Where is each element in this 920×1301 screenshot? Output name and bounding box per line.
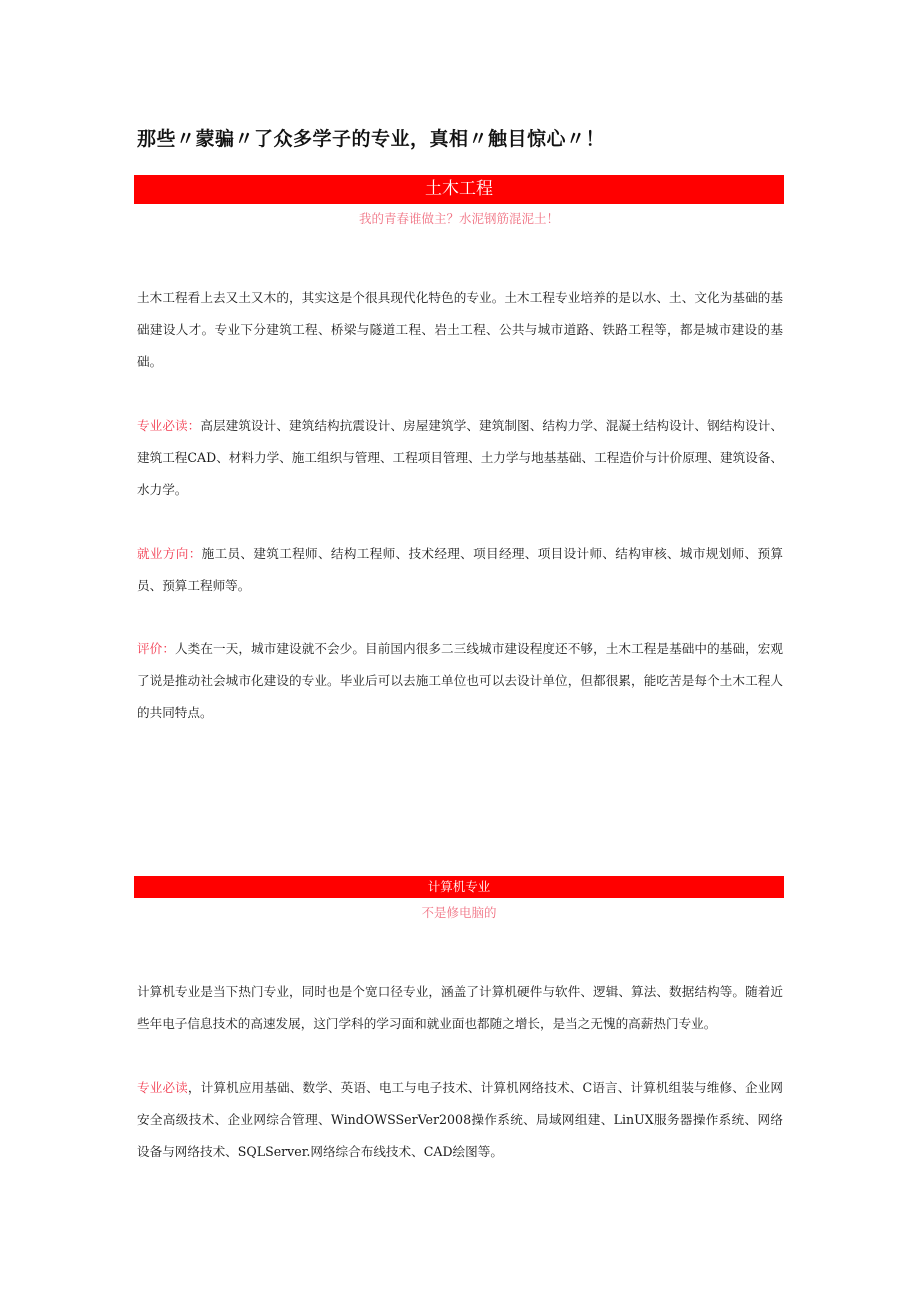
civil-review-text: 人类在一天，城市建设就不会少。目前国内很多二三线城市建设程度还不够，土木工程是基础中的基础，宏观了说是推动社会城市化建设的专业。毕业后可以去施工单位也可以去设计单位，但都很累，能吃苦是每个土木工程人的共同特点。	[137, 641, 784, 720]
computer-intro-text: 计算机专业是当下热门专业，同时也是个宽口径专业，涵盖了计算机硬件与软件、逻辑、算法、数据结构等。随着近些年电子信息技术的高速发展，这门学科的学习面和就业面也都随之增长，是当之无愧的高薪热门专业。	[137, 984, 783, 1031]
civil-reading-label: 专业必读：	[137, 418, 201, 433]
section-subtitle-civil-engineering: 我的青春谁做主？水泥钢筋混泥土！	[358, 211, 559, 226]
computer-reading-paragraph	[137, 1072, 783, 1168]
computer-reading-text: ，计算机应用基础、数学、英语、电工与电子技术、计算机网络技术、C语言、计算机组装与维修、企业网安全高级技术、企业网综合管理、WindOWSSerVer2008操作系统、局域网组建、LinUX服务器操作系统、网络设备与网络技术、SQLServer.网络综合布线技术、CAD绘图等。	[137, 1080, 784, 1159]
section-banner-civil-engineering: 土木工程	[134, 175, 784, 204]
civil-reading-paragraph	[137, 410, 783, 506]
civil-career-paragraph	[137, 538, 783, 602]
civil-intro-paragraph	[137, 282, 783, 378]
civil-review-label: 评价：	[137, 641, 176, 656]
article-title: 那些〃蒙骗〃了众多学子的专业，真相〃触目惊心〃！	[137, 128, 606, 150]
section-banner-computer-science: 计算机专业	[134, 876, 784, 898]
section-subtitle-computer-science: 不是修电脑的	[421, 905, 497, 920]
computer-intro-paragraph	[137, 976, 783, 1040]
computer-reading-label: 专业必读	[137, 1080, 188, 1095]
civil-reading-text: 高层建筑设计、建筑结构抗震设计、房屋建筑学、建筑制图、结构力学、混凝土结构设计、钢结构设计、建筑工程CAD、材料力学、施工组织与管理、工程项目管理、土力学与地基基础、工程造价与计价原理、建筑设备、水力学。	[137, 418, 784, 497]
civil-intro-text: 土木工程看上去又土又木的，其实这是个很具现代化特色的专业。土木工程专业培养的是以水、土、文化为基础的基础建设人才。专业下分建筑工程、桥梁与隧道工程、岩土工程、公共与城市道路、铁路工程等，都是城市建设的基础。	[137, 290, 783, 369]
civil-career-text: 施工员、建筑工程师、结构工程师、技术经理、项目经理、项目设计师、结构审核、城市规划师、预算员、预算工程师等。	[137, 546, 784, 593]
civil-review-paragraph	[137, 633, 783, 729]
civil-career-label: 就业方向：	[137, 546, 202, 561]
